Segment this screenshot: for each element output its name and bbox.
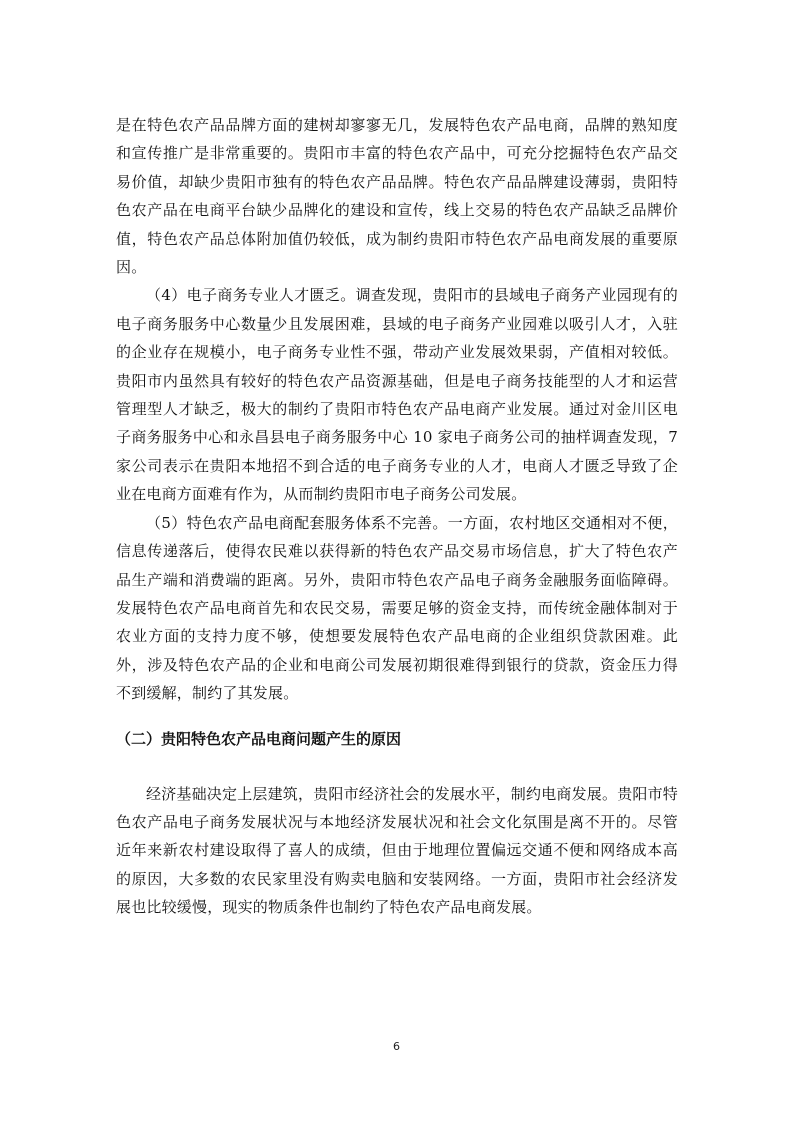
section-heading: （二）贵阳特色农产品电商问题产生的原因 — [116, 729, 402, 748]
paragraph-continuation: 是在特色农产品品牌方面的建树却寥寥无几，发展特色农产品电商，品牌的熟知度和宣传推广是非常重要的。贵阳市丰富的特色农产品中，可充分挖掘特色农产品交易价值，却缺少贵阳市独有的特色农产品品牌。特色农产品品牌建设薄弱，贵阳特色农产品在电商平台缺少品牌化的建设和宣传，线上交易的特色农产品缺乏品牌价值，特色农产品总体附加值仍较低，成为制约贵阳市特色农产品电商发展的重要原因。 — [116, 116, 678, 277]
page-body — [116, 111, 678, 922]
paragraph-economic-basis: 经济基础决定上层建筑，贵阳市经济社会的发展水平，制约电商发展。贵阳市特色农产品电子商务发展状况与本地经济发展状况和社会文化氛围是离不开的。尽管近年来新农村建设取得了喜人的成绩，但由于地理位置偏远交通不便和网络成本高的原因，大多数的农民家里没有购卖电脑和安装网络。一方面，贵阳市社会经济发展也比较缓慢，现实的物质条件也制约了特色农产品电商发展。 — [116, 784, 679, 917]
page-number: 6 — [393, 1040, 400, 1053]
paragraph-talent-shortage: （4）电子商务专业人才匮乏。调查发现，贵阳市的县域电子商务产业园现有的电子商务服务中心数量少且发展困难，县域的电子商务产业园难以吸引人才，入驻的企业存在规模小，电子商务专业性不强，带动产业发展效果弱，产值相对较低。贵阳市内虽然具有较好的特色农产品资源基础，但是电子商务技能型的人才和运营管理型人才缺乏，极大的制约了贵阳市特色农产品电商产业发展。通过对金川区电子商务服务中心和永昌县电子商务服务中心 10 家电子商务公司的抽样调查发现，7 家公司表示在贵阳本地招不到合适的电子商务专业的人才，电商人才匮乏导致了企业在电商方面难有作为，从而制约贵阳市电子商务公司发展。 — [116, 286, 678, 504]
paragraph-service-system: （5）特色农产品电商配套服务体系不完善。一方面，农村地区交通相对不便，信息传递落后，使得农民难以获得新的特色农产品交易市场信息，扩大了特色农产品生产端和消费端的距离。另外，贵阳市特色农产品电子商务金融服务面临障碍。发展特色农产品电商首先和农民交易，需要足够的资金支持，而传统金融体制对于农业方面的支持力度不够，使想要发展特色农产品电商的企业组织贷款困难。此外，涉及特色农产品的企业和电商公司发展初期很难得到银行的贷款，资金压力得不到缓解，制约了其发展。 — [116, 513, 678, 703]
